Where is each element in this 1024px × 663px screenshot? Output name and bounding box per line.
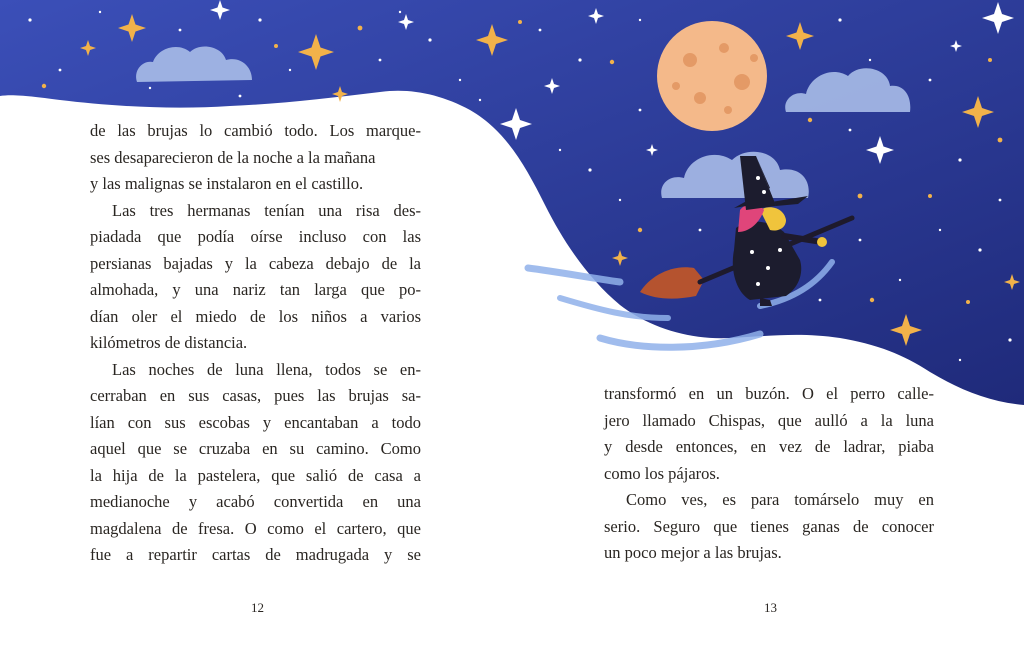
star-dot xyxy=(610,60,614,64)
text-line: ses desaparecieron de la noche a la mañana xyxy=(90,147,376,167)
text-line: un poco mejor a las brujas. xyxy=(604,543,782,562)
star-dot xyxy=(870,298,874,302)
star-dot xyxy=(638,228,642,232)
text-line: la hija de la pastelera, que salió de casa a xyxy=(90,465,421,485)
text-line: Como ves, es para tomárselo muy en xyxy=(626,490,934,509)
right-page-text xyxy=(604,381,934,567)
text-line: y desde entonces, en vez de ladrar, piaba xyxy=(604,437,934,456)
text-line: almohada, y una nariz tan larga que po- xyxy=(90,280,421,299)
star-dot xyxy=(258,18,261,21)
star-dot xyxy=(849,129,852,132)
star-dot xyxy=(99,11,101,13)
star-dot xyxy=(1008,338,1011,341)
star-dot xyxy=(639,19,641,21)
text-line: y las malignas se instalaron en el castillo. xyxy=(90,174,364,193)
star-dot xyxy=(998,138,1003,143)
star-dot xyxy=(859,239,862,242)
star-dot xyxy=(999,199,1002,202)
text-line: fue a repartir cartas de madrugada y se xyxy=(90,545,421,564)
text-line: Las tres hermanas tenían una risa des- xyxy=(112,200,421,220)
star-dot xyxy=(239,95,242,98)
star-dot xyxy=(966,300,970,304)
star-dot xyxy=(869,59,871,61)
star-dot xyxy=(149,87,151,89)
star-dot xyxy=(459,79,461,81)
star-dot xyxy=(358,26,363,31)
star-dot xyxy=(619,199,621,201)
star-dot xyxy=(578,58,581,61)
star-dot xyxy=(428,38,431,41)
star-dot xyxy=(929,79,932,82)
text-line: transformó en un buzón. O el perro calle- xyxy=(604,384,934,403)
text-line: dían oler el miedo de los niños a varios xyxy=(90,306,421,326)
star-dot xyxy=(899,279,901,281)
text-line: de las brujas lo cambió todo. Los marque- xyxy=(90,121,421,140)
text-line: lían con sus escobas y encantaban a todo xyxy=(90,412,421,432)
star-dot xyxy=(978,248,981,251)
star-dot xyxy=(379,59,382,62)
page-number-right: 13 xyxy=(764,600,777,615)
star-dot xyxy=(808,118,812,122)
left-page-text xyxy=(90,118,421,569)
text-line: medianoche y acabó convertida en una xyxy=(90,492,421,511)
text-line: piadada que podía oírse incluso con las xyxy=(90,227,421,246)
star-dot xyxy=(588,168,591,171)
star-dot xyxy=(559,149,561,151)
star-dot xyxy=(639,109,642,112)
text-line: jero llamado Chispas, que aulló a la luna xyxy=(604,410,934,430)
text-line: Las noches de luna llena, todos se en- xyxy=(112,359,421,379)
star-dot xyxy=(958,158,961,161)
star-dot xyxy=(399,11,401,13)
star-dot xyxy=(28,18,31,21)
star-dot xyxy=(479,99,481,101)
star-dot xyxy=(858,194,863,199)
star-dot xyxy=(928,194,932,198)
star-dot xyxy=(699,229,702,232)
text-line: cerraban en sus casas, pues las brujas sa- xyxy=(90,386,421,405)
full-moon-icon xyxy=(657,21,767,131)
star-dot xyxy=(819,299,822,302)
star-dot xyxy=(939,229,941,231)
star-dot xyxy=(274,44,278,48)
text-line: serio. Seguro que tienes ganas de conocer xyxy=(604,516,934,536)
text-line: persianas bajadas y la cabeza debajo de la xyxy=(90,253,421,273)
star-dot xyxy=(959,359,961,361)
star-dot xyxy=(289,69,291,71)
star-dot xyxy=(518,20,522,24)
text-line: como los pájaros. xyxy=(604,463,720,483)
star-dot xyxy=(838,18,841,21)
star-dot xyxy=(539,29,542,32)
text-line: kilómetros de distancia. xyxy=(90,333,248,352)
star-dot xyxy=(988,58,992,62)
page-number-left: 12 xyxy=(251,600,264,615)
star-dot xyxy=(59,69,62,72)
star-dot xyxy=(42,84,46,88)
star-dot xyxy=(179,29,182,32)
text-line: magdalena de fresa. O como el cartero, que xyxy=(90,518,421,538)
text-line: aquel que se cruzaba en su camino. Como xyxy=(90,439,421,458)
